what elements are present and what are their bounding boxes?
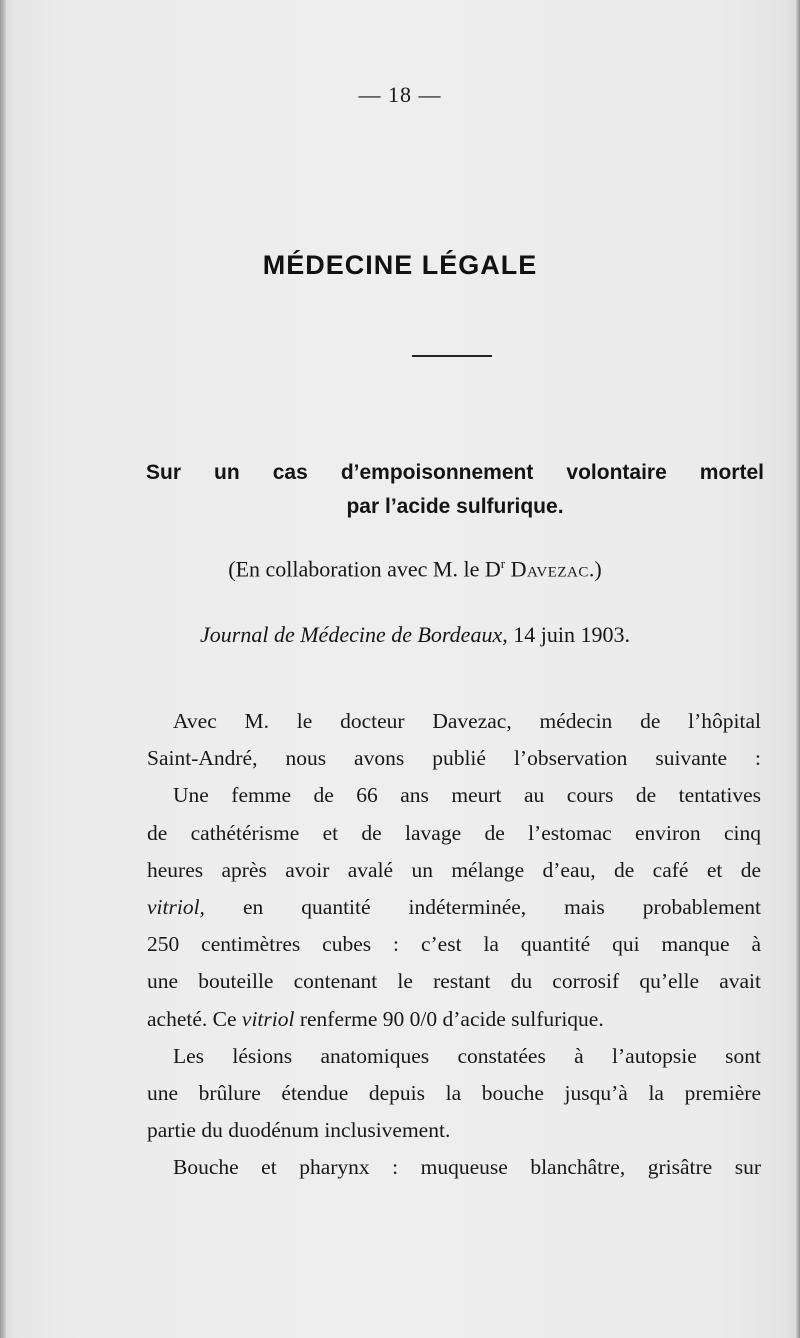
collaboration-prefix: (En collaboration avec M. le D: [228, 556, 501, 582]
section-title: MÉDECINE LÉGALE: [262, 250, 538, 280]
page-number: — 18 —: [358, 82, 442, 107]
body-line: une brûlure étendue depuis la bouche jusqu’à la première: [147, 1081, 761, 1106]
body-line: [147, 1001, 761, 1038]
body-line: une bouteille contenant le restant du corrosif qu’elle avait: [147, 969, 761, 994]
journal-date: 14 juin 1903.: [513, 622, 630, 647]
body-line: Les lésions anatomiques constatées à l’autopsie sont: [173, 1043, 761, 1068]
collaborator-name: Davezac: [510, 556, 589, 582]
body-italic-word: vitriol: [241, 1006, 295, 1031]
body-line: de cathétérisme et de lavage de l’estomac environ cinq: [147, 820, 761, 845]
journal-citation: [0, 622, 800, 648]
body-line: Saint-André, nous avons publié l’observation suivante :: [147, 746, 761, 771]
body-line: heures après avoir avalé un mélange d’eau, de café et de: [147, 857, 761, 882]
body-line: Avec M. le docteur Davezac, médecin de l’hôpital: [173, 709, 761, 733]
body-line: [147, 889, 761, 926]
journal-name: Journal de Médecine de Bordeaux,: [200, 622, 508, 647]
body-line-rest: en quantité indéterminée, mais probablement: [242, 895, 762, 920]
article-title-line-1: Sur un cas d’empoisonnement volontaire mortel: [146, 461, 764, 484]
body-line: Bouche et pharynx : muqueuse blanchâtre, grisâtre sur: [173, 1155, 761, 1180]
body-line: partie du duodénum inclusivement.: [147, 1118, 451, 1143]
doctor-abbreviation-superscript: r: [500, 556, 506, 571]
article-title: [146, 456, 764, 524]
page-right-edge: [796, 0, 800, 1338]
collaboration-suffix: .): [588, 556, 602, 582]
body-line-start: acheté. Ce: [147, 1006, 237, 1031]
article-title-line-2: par l’acide sulfurique.: [346, 495, 564, 518]
body-text: [147, 703, 761, 1187]
body-italic-word: vitriol,: [147, 895, 205, 920]
body-line: Une femme de 66 ans meurt au cours de tentatives: [173, 783, 761, 808]
body-line-end: renferme 90 0/0 d’acide sulfurique.: [299, 1006, 604, 1031]
collaboration-note: [0, 556, 800, 582]
body-line: 250 centimètres cubes : c’est la quantité qui manque à: [147, 932, 761, 957]
page-left-edge: [0, 0, 6, 1338]
divider-rule: [412, 355, 492, 357]
